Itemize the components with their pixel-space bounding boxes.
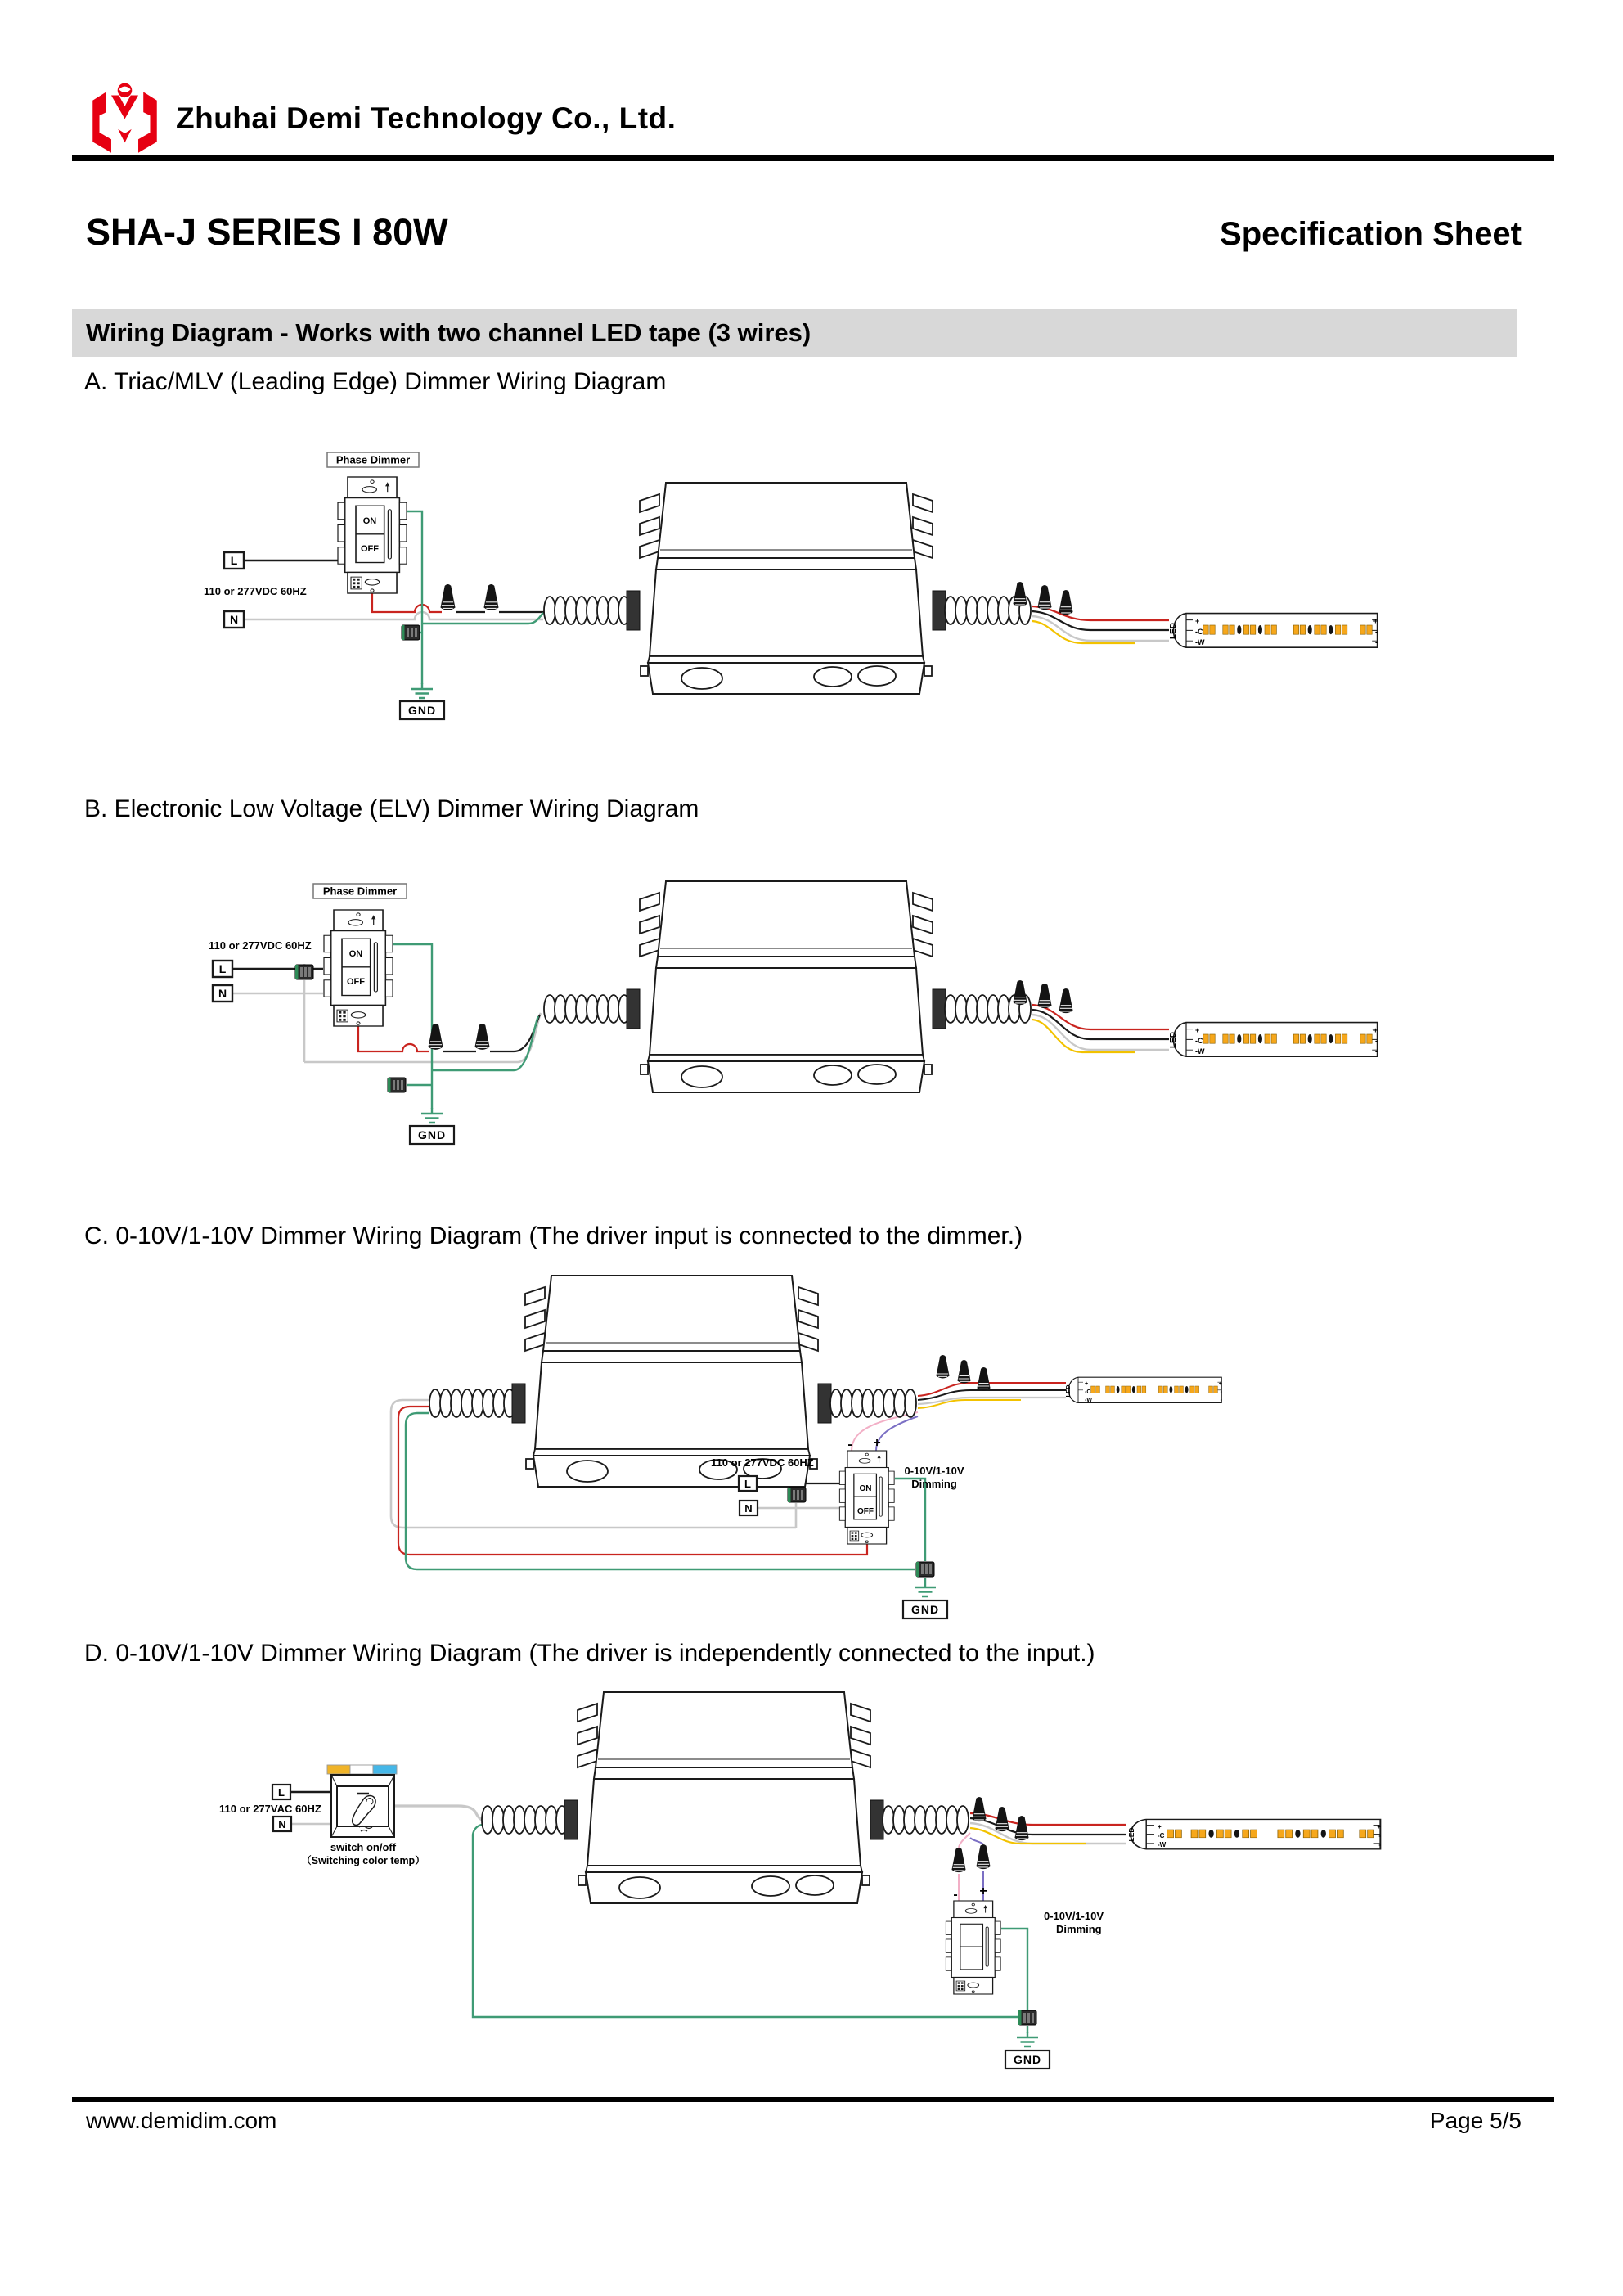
led-terminal-label: -W: [1158, 1841, 1167, 1848]
led-terminal-label: -C: [1158, 1832, 1165, 1839]
wire-nut-icon: [428, 1024, 443, 1050]
wiring-diagram-a: [72, 413, 1544, 822]
wiring-diagram-c: [72, 1260, 1544, 1632]
line-terminal-c: [739, 1476, 757, 1491]
gnd-label: GND: [407, 704, 437, 717]
off-label: OFF: [361, 544, 379, 554]
led-terminal-label: -: [1375, 1047, 1378, 1056]
led-terminal-label: -: [1220, 1398, 1222, 1403]
ground-symbol-d: [1005, 2032, 1050, 2069]
led-strip-name: LED: [1064, 1384, 1072, 1398]
line-terminal-a: [224, 552, 244, 569]
line-label: L: [278, 1786, 285, 1799]
neutral-terminal-c: [740, 1501, 758, 1515]
led-terminal-label: -: [1378, 1841, 1381, 1848]
line-label: L: [744, 1478, 751, 1490]
wire-dim-minus: [852, 1412, 918, 1451]
led-strip-b: [1169, 1023, 1378, 1057]
ground-connector-icon: [1018, 2010, 1036, 2025]
wire-nut-icon: [1014, 1816, 1028, 1840]
wire-nut-icon: [1059, 590, 1072, 615]
wire-nut-icon: [951, 1848, 965, 1872]
line-label: L: [218, 962, 227, 975]
heading-diagram-d: D. 0-10V/1-10V Dimmer Wiring Diagram (The driver is independently connected to the input.): [84, 1640, 1095, 1667]
line-label: L: [230, 554, 238, 567]
led-terminal-label: +: [1373, 617, 1378, 625]
led-strip-name: LED: [1169, 623, 1178, 639]
neutral-label: N: [278, 1818, 286, 1830]
plus-label: +: [979, 1884, 987, 1898]
wire-neutral: [244, 612, 543, 619]
wire-yellow: [1032, 1020, 1135, 1052]
led-terminal-label: -: [1375, 638, 1378, 646]
led-driver-b: [544, 881, 1031, 1092]
phase-dimmer-label: Phase Dimmer: [335, 453, 411, 466]
wire-nut-icon: [1037, 984, 1051, 1008]
wire-red: [372, 591, 442, 612]
wire-nut-icon: [1013, 582, 1027, 606]
on-label: ON: [859, 1484, 872, 1493]
wiring-diagram-b: [72, 835, 1544, 1195]
neutral-label: N: [744, 1502, 753, 1515]
led-terminal-label: +: [1377, 1823, 1381, 1830]
wire-nut-icon: [440, 584, 455, 610]
switch-label-2: （Switching color temp）: [301, 1855, 425, 1866]
dimmer-0-10v-d: [946, 1884, 1104, 1994]
led-terminal-label: -C: [1195, 1037, 1203, 1045]
gnd-label: GND: [417, 1128, 447, 1141]
led-terminal-label: -W: [1195, 1047, 1205, 1056]
wire-nut-icon: [474, 1024, 489, 1050]
wire-nut-icon: [1013, 980, 1027, 1005]
led-terminal-label: -C: [1195, 628, 1203, 636]
minus-label: -: [847, 1438, 852, 1452]
color-temp-bar-icon: [327, 1765, 397, 1774]
section-banner-text: Wiring Diagram - Works with two channel LED tape (3 wires): [86, 318, 812, 347]
on-label: ON: [362, 516, 377, 526]
led-terminal-label: -: [1375, 628, 1378, 636]
source-label-a: 110 or 277VDC 60HZ: [204, 585, 307, 597]
neutral-label: N: [229, 613, 239, 626]
wire-nut-icon: [976, 1844, 990, 1869]
led-terminal-label: -W: [1085, 1398, 1092, 1403]
minus-label: -: [953, 1888, 958, 1902]
phase-dimmer-label: Phase Dimmer: [322, 885, 398, 898]
plus-label: +: [873, 1436, 881, 1450]
ground-connector-icon: [916, 1562, 934, 1577]
company-logo-icon: [82, 82, 168, 160]
dimming-label-1: 0-10V/1-10V: [904, 1465, 964, 1477]
source-label-d: 110 or 277VAC 60HZ: [219, 1803, 321, 1815]
led-driver-a: [544, 483, 1031, 694]
wire-nut-icon: [977, 1367, 990, 1390]
gnd-label: GND: [910, 1603, 940, 1616]
off-label: OFF: [347, 977, 365, 987]
line-terminal-d: [272, 1785, 290, 1799]
led-terminal-label: -C: [1085, 1389, 1091, 1395]
footer-rule: [72, 2097, 1554, 2102]
neutral-terminal-a: [224, 611, 244, 628]
phase-dimmer-a: [327, 452, 419, 593]
source-label-c: 110 or 277VDC 60HZ: [711, 1456, 814, 1469]
off-label: OFF: [857, 1507, 874, 1516]
dimming-label-1: 0-10V/1-10V: [1044, 1910, 1104, 1922]
led-strip-name: LED: [1127, 1827, 1135, 1842]
wire-nut-icon: [995, 1807, 1009, 1831]
led-terminal-label: +: [1195, 617, 1200, 625]
ground-connector-icon: [402, 625, 420, 640]
led-terminal-label: +: [1218, 1381, 1222, 1387]
heading-diagram-b: B. Electronic Low Voltage (ELV) Dimmer Wiring Diagram: [84, 795, 699, 822]
wire-nut-icon: [972, 1797, 986, 1821]
source-label-b: 110 or 277VDC 60HZ: [209, 939, 312, 952]
footer-website: www.demidim.com: [86, 2108, 277, 2133]
section-banner: [72, 309, 1517, 357]
dimming-label-2: Dimming: [1056, 1923, 1102, 1935]
led-terminal-label: +: [1373, 1026, 1378, 1034]
led-strip-d: [1127, 1819, 1381, 1848]
led-strip-c: [1064, 1377, 1223, 1403]
led-terminal-label: +: [1085, 1381, 1089, 1387]
led-strip-name: LED: [1169, 1032, 1178, 1048]
line-terminal-b: [213, 961, 232, 977]
phase-dimmer-b: [313, 884, 407, 1026]
led-terminal-label: +: [1158, 1823, 1162, 1830]
footer-page-number: Page 5/5: [1429, 2108, 1522, 2133]
ground-symbol-c: [903, 1582, 947, 1618]
switch-label-1: switch on/off: [330, 1841, 397, 1853]
led-strip-a: [1169, 614, 1378, 648]
led-terminal-label: -W: [1195, 638, 1205, 646]
color-temp-switch: [301, 1765, 425, 1866]
wire-nut-icon: [1037, 585, 1051, 610]
wire-nut-icon: [957, 1360, 970, 1383]
connector-icon: [295, 965, 313, 979]
on-label: ON: [348, 949, 363, 959]
ground-symbol-b: [410, 1108, 454, 1144]
neutral-terminal-b: [213, 985, 232, 1002]
doc-type-title: Specification Sheet: [1220, 216, 1522, 252]
wire-ground: [407, 511, 422, 684]
wiring-diagram-d: [72, 1679, 1544, 2125]
led-driver-c: [429, 1276, 916, 1487]
neutral-label: N: [218, 987, 227, 1000]
company-name: Zhuhai Demi Technology Co., Ltd.: [176, 101, 677, 135]
connector-icon: [788, 1488, 806, 1502]
neutral-terminal-d: [273, 1817, 291, 1831]
ground-symbol-a: [400, 683, 444, 719]
led-terminal-label: +: [1195, 1026, 1200, 1034]
wire-switch-output: [394, 1806, 482, 1820]
led-terminal-label: -: [1375, 1037, 1378, 1045]
heading-diagram-c: C. 0-10V/1-10V Dimmer Wiring Diagram (The driver input is connected to the dimmer.): [84, 1222, 1023, 1249]
led-driver-d: [482, 1692, 969, 1903]
dimming-label-2: Dimming: [911, 1478, 957, 1490]
led-terminal-label: -: [1378, 1832, 1381, 1839]
wire-red: [358, 1024, 429, 1051]
wire-yellow: [918, 1400, 1021, 1408]
heading-diagram-a: A. Triac/MLV (Leading Edge) Dimmer Wiring Diagram: [84, 368, 667, 395]
ground-connector-icon: [388, 1078, 406, 1092]
header-rule: [72, 155, 1554, 161]
wire-nut-icon: [1059, 988, 1072, 1013]
led-terminal-label: -: [1220, 1389, 1222, 1395]
wire-nut-icon: [936, 1355, 949, 1378]
page-title: SHA-J SERIES I 80W: [86, 211, 448, 253]
dimmer-0-10v-c: [839, 1436, 964, 1544]
wire-nut-icon: [483, 584, 498, 610]
gnd-label: GND: [1013, 2053, 1042, 2066]
